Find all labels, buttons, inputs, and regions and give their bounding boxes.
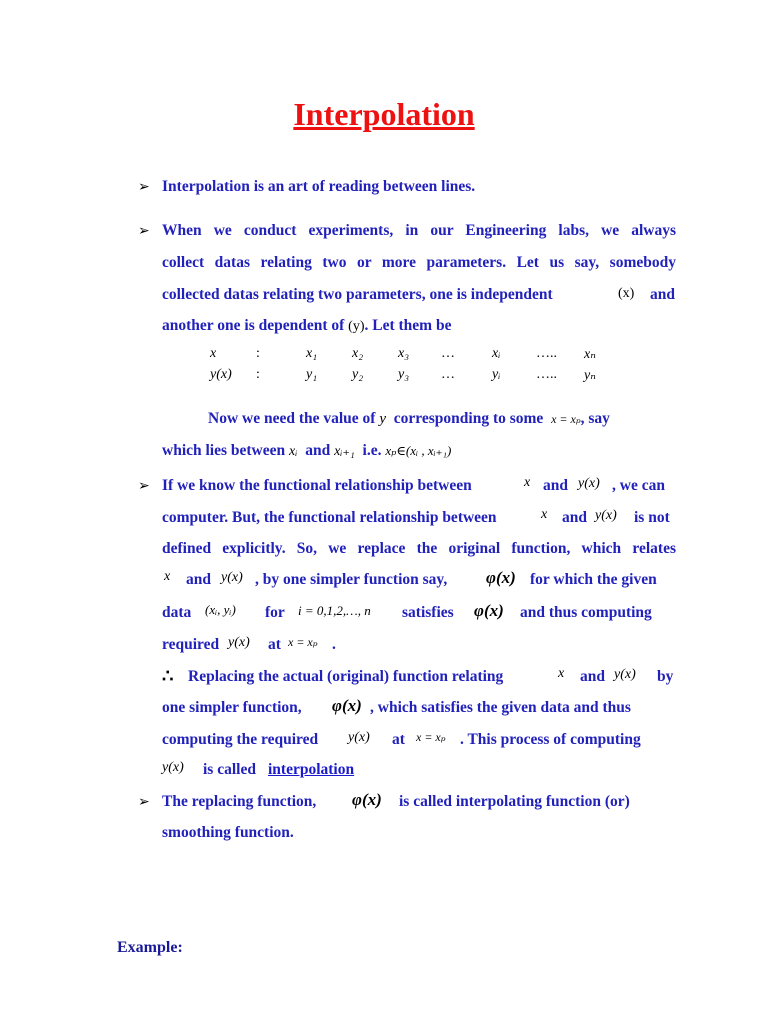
row-1-label: x [210,346,217,361]
bullet-arrow-icon: ➢ [138,180,150,195]
text-and: and [543,477,568,494]
text-and-thus: and thus computing [520,604,652,621]
text-dot: . [332,636,336,653]
table-cell: yᵢ [492,367,501,382]
colon: : [256,367,260,382]
text-and: and [186,571,211,588]
bullet-2-line-3 [162,286,553,304]
table-cell: y₃ [398,367,410,382]
text-for-which: for which the given [530,571,657,588]
math-xp: x = xₚ [416,730,446,744]
text: which lies between [162,442,286,459]
colon: : [256,346,260,361]
table-cell: xᵢ [492,346,501,361]
math-xp: x = xₚ [288,635,318,649]
math-y: y [379,411,387,427]
math-index: i = 0,1,2,…, n [298,603,371,618]
table-cell: x₁ [306,346,318,361]
math-yx: y(x) [348,730,370,745]
row-2-label: y(x) [210,367,232,382]
text-for: for [265,604,285,621]
math-yx: y(x) [595,508,617,523]
math-x: x [524,475,531,490]
math-phi: φ(x) [474,601,504,620]
text-data: data [162,604,192,621]
table-cell: … [441,346,455,361]
math-y: (y) [348,319,365,334]
text: collected datas relating two parameters, one is independent [162,286,553,303]
page-title: Interpolation [293,96,475,132]
text-at: at [268,636,281,653]
paragraph-1-line-1 [208,410,610,428]
text: Now we need the value of [208,410,376,427]
table-cell: ….. [536,367,557,382]
math-x: x [558,666,565,681]
math-phi: φ(x) [486,568,516,587]
bullet-3-line-3: defined explicitly. So, we replace the original function, which relates [162,540,676,557]
text-simpler: , by one simpler function say, [255,571,448,588]
text-is-called: is called [203,761,256,778]
therefore-line-3-b: . This process of computing [460,731,641,748]
bullet-2-line-2: collect datas relating two or more parameters. Let us say, somebody [162,254,676,271]
therefore-line-2-b: , which satisfies the given data and thus [370,699,631,716]
text-satisfies: satisfies [402,604,454,621]
bullet-3-line-1-a: If we know the functional relationship between [162,477,472,494]
text: , say [580,410,610,427]
text: and [305,442,331,459]
bullet-2-line-1: When we conduct experiments, in our Engineering labs, we always [162,222,676,239]
bullet-4-line-1-a: The replacing function, [162,793,317,810]
bullet-3-line-2-a: computer. But, the functional relationship between [162,509,497,526]
math-relation: xₚ∈(xᵢ , xᵢ₊₁) [385,443,452,458]
table-cell: y₂ [352,367,364,382]
table-cell: … [441,367,455,382]
text-at: at [392,731,405,748]
text: i.e. [362,442,382,459]
bullet-arrow-icon: ➢ [138,795,150,810]
text-is-not: is not [634,509,670,526]
example-heading: Example: [117,939,183,956]
paragraph-1-line-2 [162,442,451,460]
table-cell: ….. [536,346,557,361]
text-required: required [162,636,220,653]
math-x: (x) [618,286,635,301]
math-yx: y(x) [162,760,184,775]
math-x: x [164,569,171,584]
text-and: and [562,509,587,526]
bullet-arrow-icon: ➢ [138,224,150,239]
table-cell: y₁ [306,367,318,382]
text-by: by [657,668,674,685]
therefore-line-2-a: one simpler function, [162,699,302,716]
math-yx: y(x) [578,476,600,491]
math-yx: y(x) [228,635,250,650]
math-xp: x = xₚ [551,412,581,426]
math-xi: xᵢ [289,444,298,459]
bullet-4-line-2: smoothing function. [162,824,294,841]
text: corresponding to some [393,410,544,427]
math-yx: y(x) [221,570,243,585]
table-cell: x₃ [398,346,410,361]
bullet-4-line-1-b: is called interpolating function (or) [399,793,630,810]
math-xi1: xᵢ₊₁ [334,444,355,459]
table-cell: xₙ [584,347,596,362]
math-pair: (xᵢ, yᵢ) [205,602,236,617]
table-cell: yₙ [584,368,596,383]
bullet-2-line-4 [162,317,451,335]
text: another one is dependent of [162,317,345,334]
therefore-icon: ∴ [162,666,174,686]
bullet-1-text: Interpolation is an art of reading between lines. [162,178,476,195]
interpolation-link[interactable]: interpolation [268,761,355,778]
math-yx: y(x) [614,667,636,682]
text: . Let them be [364,317,452,334]
text-we-can: , we can [612,477,665,494]
math-phi: φ(x) [352,790,382,809]
table-cell: x₂ [352,346,364,361]
text-and: and [650,286,675,303]
therefore-line-3-a: computing the required [162,731,319,748]
text-and: and [580,668,605,685]
math-phi: φ(x) [332,696,362,715]
therefore-line-1-a: Replacing the actual (original) function relating [188,668,504,685]
bullet-arrow-icon: ➢ [138,479,150,494]
math-x: x [541,507,548,522]
